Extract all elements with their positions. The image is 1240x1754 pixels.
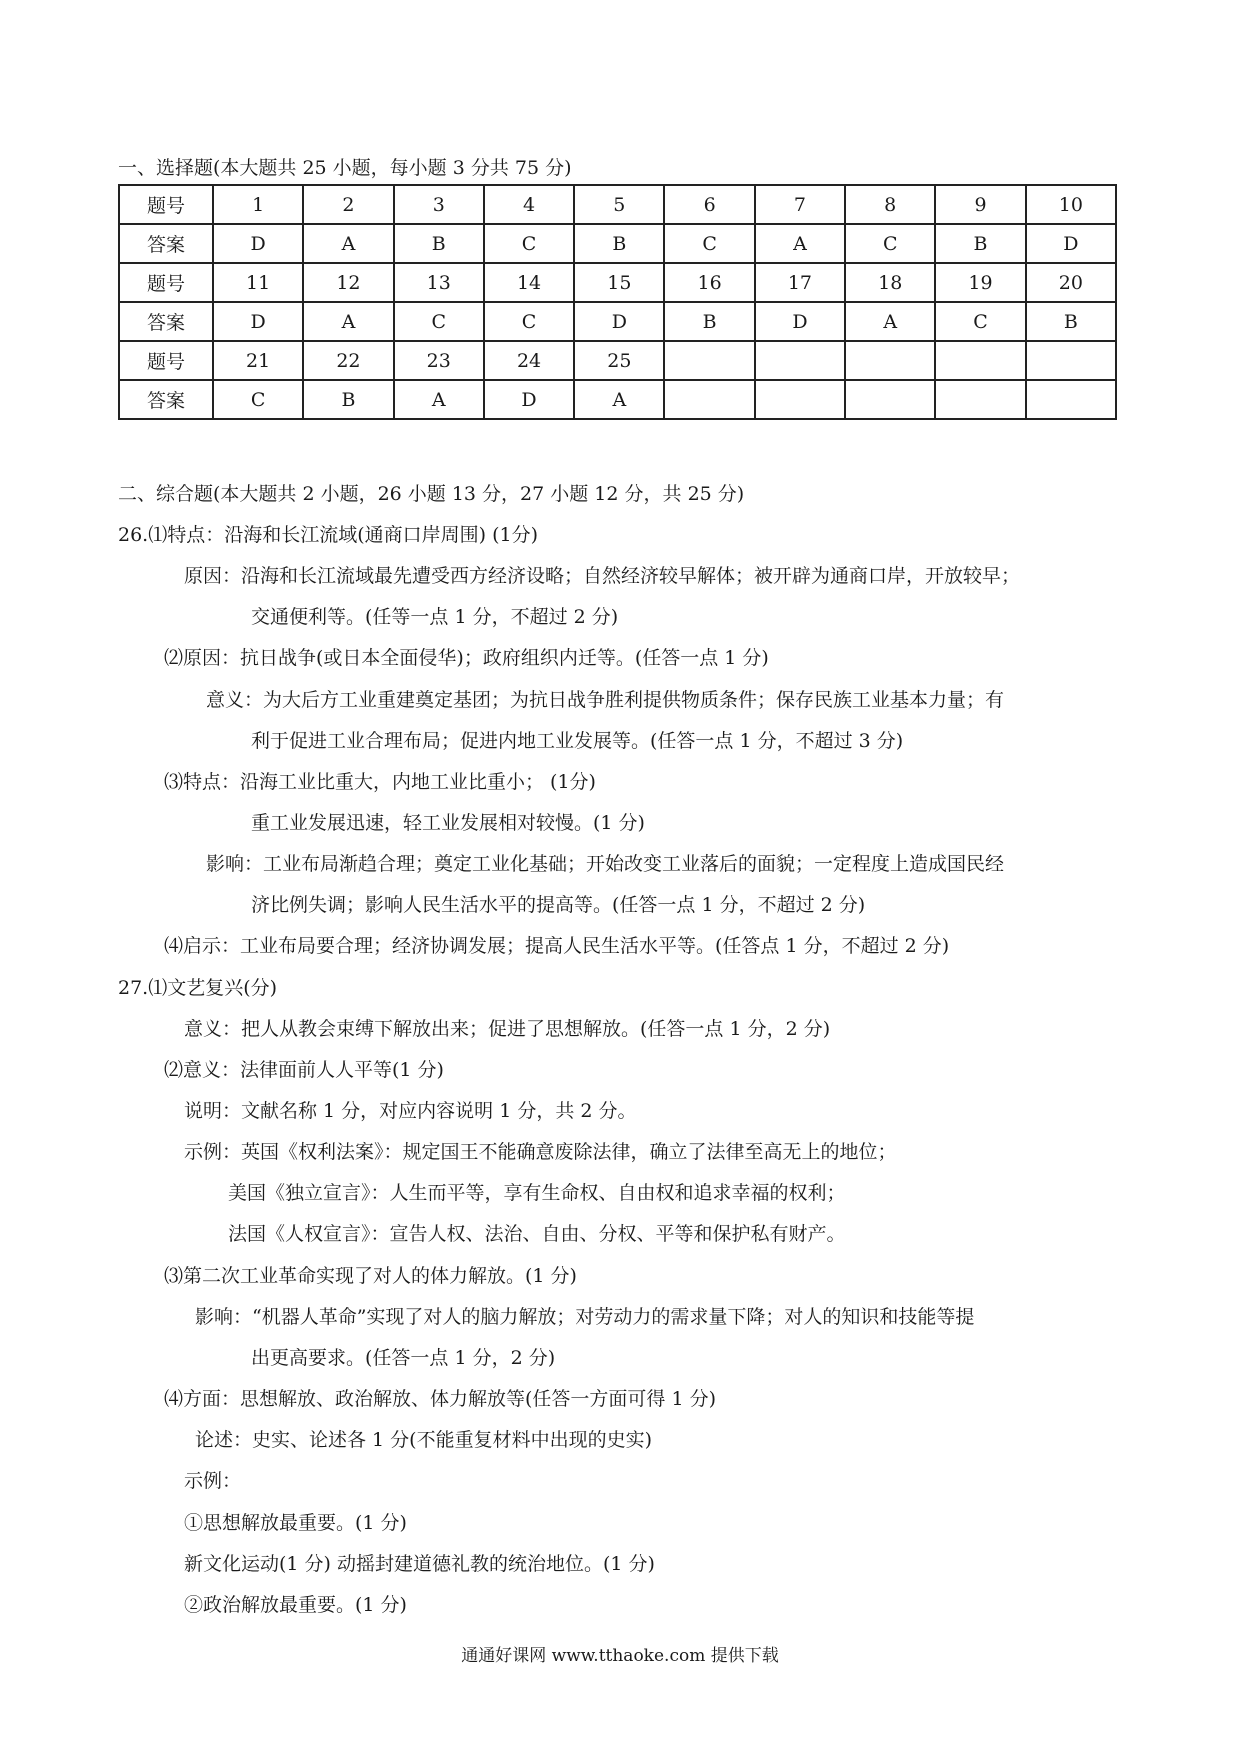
section2-title: 二、综合题(本大题共 2 小题，26 小题 13 分，27 小题 12 分，共 25 分): [118, 483, 745, 505]
table-cell: A: [394, 380, 484, 419]
table-cell: B: [394, 224, 484, 263]
answer-line-26-2-meaning: 意义：为大后方工业重建奠定基团；为抗日战争胜利提供物质条件；保存民族工业基本力量；有: [206, 689, 1005, 711]
row-header: 题号: [119, 263, 213, 302]
table-cell: A: [303, 302, 393, 341]
table-cell: B: [664, 302, 754, 341]
table-row: [119, 185, 1116, 224]
table-cell: [664, 380, 754, 419]
table-cell: [755, 341, 845, 380]
table-cell: [755, 380, 845, 419]
answer-line-26-2-meaning-cont: 利于促进工业合理布局；促进内地工业发展等。(任答一点 1 分，不超过 3 分): [251, 730, 904, 752]
table-cell: 17: [755, 263, 845, 302]
answer-table: [118, 184, 1117, 420]
table-row: [119, 341, 1116, 380]
row-header: 题号: [119, 341, 213, 380]
table-cell: D: [213, 224, 303, 263]
table-cell: D: [484, 380, 574, 419]
answer-line-27-3: ⑶第二次工业革命实现了对人的体力解放。(1 分): [164, 1265, 577, 1287]
table-cell: D: [1026, 224, 1116, 263]
section1-title: 一、选择题(本大题共 25 小题，每小题 3 分共 75 分): [118, 157, 572, 179]
table-row: [119, 263, 1116, 302]
table-cell: B: [574, 224, 664, 263]
answer-line-26-1-reason-cont: 交通便利等。(任等一点 1 分，不超过 2 分): [251, 606, 619, 628]
table-cell: A: [574, 380, 664, 419]
table-cell: [935, 341, 1025, 380]
table-cell: 24: [484, 341, 574, 380]
table-cell: 9: [935, 185, 1025, 224]
table-cell: D: [755, 302, 845, 341]
table-cell: 11: [213, 263, 303, 302]
answer-line-26-3-feature-cont: 重工业发展迅速，轻工业发展相对较慢。(1 分): [251, 812, 645, 834]
table-row: [119, 302, 1116, 341]
answer-line-27-4-example-2: ②政治解放最重要。(1 分): [184, 1594, 407, 1616]
answer-line-27-1-meaning: 意义：把人从教会束缚下解放出来；促进了思想解放。(任答一点 1 分，2 分): [184, 1018, 831, 1040]
table-cell: C: [845, 224, 935, 263]
answer-line-27-4-discussion: 论述：史实、论述各 1 分(不能重复材料中出现的史实): [195, 1429, 652, 1451]
table-cell: [935, 380, 1025, 419]
page-footer: 通通好课网 www.tthaoke.com 提供下载: [461, 1646, 779, 1666]
table-cell: C: [935, 302, 1025, 341]
table-cell: B: [1026, 302, 1116, 341]
answer-line-26-1-reason: 原因：沿海和长江流域最先遭受西方经济设略；自然经济较早解体；被开辟为通商口岸，开放较早；: [184, 565, 1021, 587]
table-cell: 15: [574, 263, 664, 302]
answer-line-26-4-inspiration: ⑷启示：工业布局要合理；经济协调发展；提高人民生活水平等。(任答点 1 分，不超过 2 分): [164, 935, 950, 957]
table-cell: [845, 341, 935, 380]
answer-line-26-1-feature: 26.⑴特点：沿海和长江流域(通商口岸周围) (1分): [118, 524, 538, 546]
answer-line-27-4-example-label: 示例：: [184, 1470, 242, 1492]
answer-line-27-4-aspects: ⑷方面：思想解放、政治解放、体力解放等(任答一方面可得 1 分): [164, 1388, 716, 1410]
table-cell: [845, 380, 935, 419]
table-row: [119, 224, 1116, 263]
table-cell: 19: [935, 263, 1025, 302]
answer-line-27-2-example-fr: 法国《人权宣言》：宣告人权、法治、自由、分权、平等和保护私有财产。: [228, 1223, 846, 1245]
table-cell: A: [845, 302, 935, 341]
table-cell: B: [303, 380, 393, 419]
row-header: 题号: [119, 185, 213, 224]
answer-line-26-3-feature: ⑶特点：沿海工业比重大，内地工业比重小； (1分): [164, 771, 596, 793]
answer-line-27-2-example-uk: 示例：英国《权利法案》：规定国王不能确意废除法律，确立了法律至高无上的地位；: [184, 1141, 897, 1163]
table-cell: 14: [484, 263, 574, 302]
answer-line-27-4-example-1: ①思想解放最重要。(1 分): [184, 1512, 407, 1534]
table-cell: D: [574, 302, 664, 341]
table-cell: [1026, 341, 1116, 380]
table-cell: 23: [394, 341, 484, 380]
answer-line-27-2-example-us: 美国《独立宣言》：人生而平等，享有生命权、自由权和追求幸福的权利；: [228, 1182, 846, 1204]
table-cell: C: [394, 302, 484, 341]
table-cell: 12: [303, 263, 393, 302]
answer-line-26-3-impact-cont: 济比例失调；影响人民生活水平的提高等。(任答一点 1 分，不超过 2 分): [251, 894, 866, 916]
answer-line-27-2-meaning: ⑵意义：法律面前人人平等(1 分): [164, 1059, 444, 1081]
row-header: 答案: [119, 380, 213, 419]
table-cell: C: [213, 380, 303, 419]
table-cell: 10: [1026, 185, 1116, 224]
table-cell: 25: [574, 341, 664, 380]
table-cell: 21: [213, 341, 303, 380]
table-cell: A: [755, 224, 845, 263]
table-cell: 22: [303, 341, 393, 380]
answer-line-27-4-example-1-detail: 新文化运动(1 分) 动摇封建道德礼教的统治地位。(1 分): [184, 1553, 655, 1575]
row-header: 答案: [119, 302, 213, 341]
row-header: 答案: [119, 224, 213, 263]
table-cell: 5: [574, 185, 664, 224]
table-cell: A: [303, 224, 393, 263]
table-cell: D: [213, 302, 303, 341]
answer-line-27-3-impact-cont: 出更高要求。(任答一点 1 分，2 分): [251, 1347, 556, 1369]
answer-line-27-1: 27.⑴文艺复兴(分): [118, 977, 278, 999]
table-cell: C: [484, 224, 574, 263]
table-cell: C: [484, 302, 574, 341]
table-cell: 3: [394, 185, 484, 224]
table-cell: 7: [755, 185, 845, 224]
table-cell: 8: [845, 185, 935, 224]
table-cell: 6: [664, 185, 754, 224]
table-cell: 4: [484, 185, 574, 224]
table-cell: C: [664, 224, 754, 263]
answer-line-27-2-explanation: 说明：文献名称 1 分，对应内容说明 1 分，共 2 分。: [184, 1100, 637, 1122]
table-cell: B: [935, 224, 1025, 263]
table-cell: [664, 341, 754, 380]
table-cell: 2: [303, 185, 393, 224]
answer-line-26-2-reason: ⑵原因：抗日战争(或日本全面侵华)；政府组织内迁等。(任答一点 1 分): [164, 647, 769, 669]
table-cell: [1026, 380, 1116, 419]
table-row: [119, 380, 1116, 419]
table-cell: 1: [213, 185, 303, 224]
table-cell: 16: [664, 263, 754, 302]
table-cell: 13: [394, 263, 484, 302]
table-cell: 18: [845, 263, 935, 302]
answer-line-27-3-impact: 影响：“机器人革命”实现了对人的脑力解放；对劳动力的需求量下降；对人的知识和技能等提: [195, 1306, 975, 1328]
answer-line-26-3-impact: 影响：工业布局渐趋合理；奠定工业化基础；开始改变工业落后的面貌；一定程度上造成国民经: [206, 853, 1005, 875]
table-cell: 20: [1026, 263, 1116, 302]
